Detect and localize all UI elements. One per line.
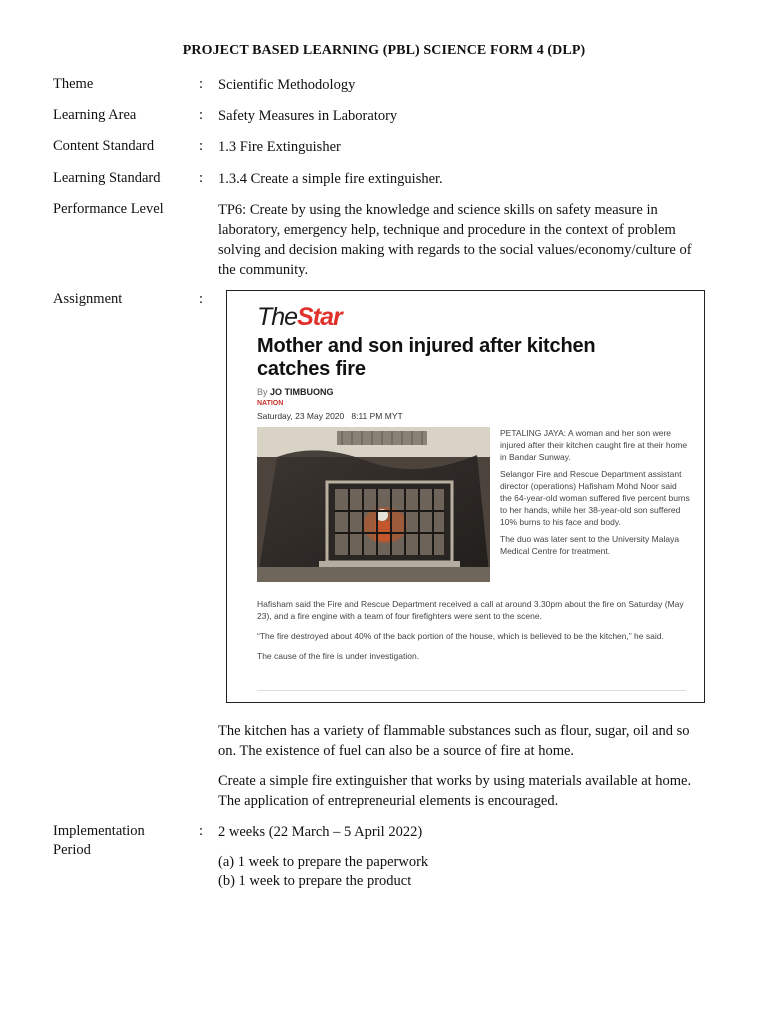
theme-label: Theme [53, 76, 94, 92]
side-paragraph: The duo was later sent to the University Malaya Medical Centre for treatment. [500, 534, 680, 556]
learning-standard-colon: : [199, 170, 204, 186]
content-standard-label: Content Standard [53, 138, 155, 154]
article-header [257, 301, 687, 421]
performance-level-value: TP6: Create by using the knowledge and science skills on safety measure in laboratory, emergency help, technique and procedure in the context of problem solving and decision making with regards to the social values/economy/culture of the community. [218, 202, 692, 278]
headline-line-1: Mother and son injured after kitchen [257, 335, 596, 357]
brand-star: Star [297, 303, 342, 331]
article-side-text [500, 427, 690, 562]
bottom-paragraph: Hafisham said the Fire and Rescue Department received a call at around 3.30pm about the fire on Saturday (May 23), and a fire engine with a team of four firefighters were sent to the scene. [257, 599, 684, 621]
document-title: PROJECT BASED LEARNING (PBL) SCIENCE FORM 4 (DLP) [182, 43, 586, 58]
implementation-value: 2 weeks (22 March – 5 April 2022) [218, 824, 423, 840]
learning-area-colon: : [199, 107, 204, 123]
bottom-paragraph: “The fire destroyed about 40% of the back portion of the house, which is believed to be the kitchen,” he said. [257, 631, 664, 641]
news-article-clipping [226, 290, 705, 703]
article-bottom-rule [257, 690, 686, 691]
bottom-paragraph: The cause of the fire is under investigation. [257, 651, 420, 661]
learning-area-label: Learning Area [53, 107, 137, 123]
implementation-item-paperwork: (a) 1 week to prepare the paperwork [218, 854, 429, 870]
learning-standard-value: 1.3.4 Create a simple fire extinguisher. [218, 171, 443, 187]
side-paragraph: PETALING JAYA: A woman and her son were injured after their kitchen caught fire at their home in Bandar Sunway. [500, 428, 688, 462]
content-standard-value: 1.3 Fire Extinguisher [218, 139, 341, 155]
article-byline [257, 387, 687, 397]
byline-by: By [257, 387, 268, 397]
fire-damaged-window-photo [257, 427, 490, 582]
content-standard-colon: : [199, 138, 204, 154]
article-bottom-text [257, 598, 687, 670]
article-dateline [257, 411, 687, 421]
learning-standard-label: Learning Standard [53, 170, 161, 186]
implementation-item-product: (b) 1 week to prepare the product [218, 873, 412, 889]
byline-author: JO TIMBUONG [270, 387, 334, 397]
performance-level-label: Performance Level [53, 201, 164, 217]
article-date: Saturday, 23 May 2020 [257, 411, 345, 421]
brand-the: The [257, 303, 298, 331]
theme-colon: : [199, 76, 204, 92]
article-section: NATION [257, 400, 284, 407]
implementation-label-line-1: Implementation [53, 823, 145, 839]
learning-area-value: Safety Measures in Laboratory [218, 108, 398, 124]
implementation-colon: : [199, 823, 204, 839]
assignment-paragraph-2: Create a simple fire extinguisher that works by using materials available at home. The application of entrepreneurial elements is encouraged. [218, 773, 692, 809]
assignment-colon: : [199, 291, 204, 307]
the-star-logo [257, 303, 687, 332]
assignment-label: Assignment [53, 291, 123, 307]
side-paragraph: Selangor Fire and Rescue Department assistant director (operations) Hafisham Mohd Noor said the 64-year-old woman suffered five percent burns to her hands, while her 38-year-old son suffered 10% burns to his face and body. [500, 469, 690, 527]
theme-value: Scientific Methodology [218, 77, 356, 93]
article-headline [257, 335, 687, 381]
assignment-paragraph-1: The kitchen has a variety of flammable substances such as flour, sugar, oil and so on. The existence of fuel can also be a source of fire at home. [218, 723, 690, 759]
headline-line-2: catches fire [257, 358, 366, 380]
photo-illustration [257, 427, 490, 582]
implementation-label-line-2: Period [53, 842, 91, 858]
article-time: 8:11 PM MYT [351, 411, 403, 421]
